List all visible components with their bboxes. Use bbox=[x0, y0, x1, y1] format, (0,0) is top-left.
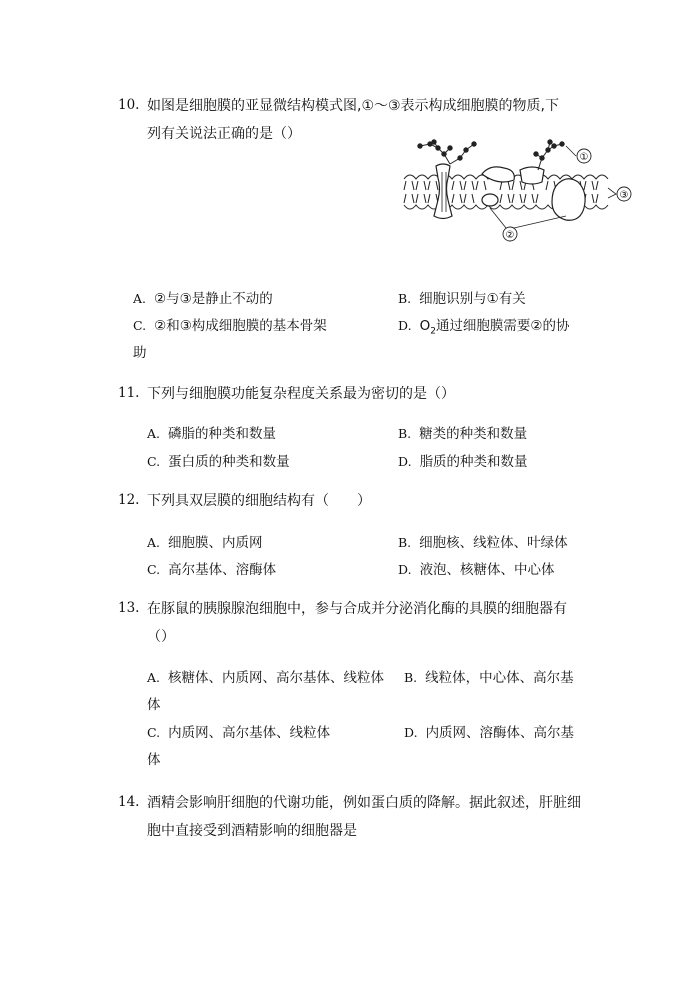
option-letter: B. bbox=[404, 670, 418, 685]
option-text: ②和③构成细胞膜的基本骨架 bbox=[154, 318, 327, 334]
q13-option-c[interactable] bbox=[147, 721, 330, 741]
q13-option-c-continuation: 体 bbox=[147, 752, 161, 768]
label-2: ② bbox=[505, 230, 515, 241]
q14-stem-line1: 酒精会影响肝细胞的代谢功能，例如蛋白质的降解。据此叙述，肝脏细 bbox=[147, 795, 581, 811]
option-letter: A. bbox=[147, 535, 161, 550]
option-text: 内质网、溶酶体、高尔基 bbox=[425, 725, 575, 741]
q11-option-c[interactable] bbox=[147, 450, 290, 470]
option-text: 脂质的种类和数量 bbox=[419, 454, 528, 470]
option-letter: D. bbox=[404, 725, 418, 740]
q13-option-a-continuation: 体 bbox=[147, 697, 161, 713]
q10-option-a[interactable] bbox=[133, 287, 273, 307]
option-text: 高尔基体、溶酶体 bbox=[168, 562, 277, 578]
option-letter: C. bbox=[147, 454, 161, 469]
q12-option-a[interactable] bbox=[147, 531, 263, 551]
q12-option-b[interactable] bbox=[398, 531, 568, 551]
q13-number: 13. bbox=[118, 600, 140, 616]
option-text: 细胞识别与①有关 bbox=[419, 291, 526, 307]
q13-option-b[interactable] bbox=[404, 666, 574, 686]
option-letter: D. bbox=[398, 562, 412, 577]
option-letter: C. bbox=[147, 562, 161, 577]
option-letter: B. bbox=[398, 535, 412, 550]
option-letter: B. bbox=[398, 291, 412, 306]
option-letter: C. bbox=[147, 725, 161, 740]
option-letter: D. bbox=[398, 454, 412, 469]
q12-stem-line1: 下列具双层膜的细胞结构有（ ） bbox=[147, 493, 371, 509]
label-3: ③ bbox=[619, 190, 629, 201]
option-letter: B. bbox=[398, 426, 412, 441]
q13-option-a[interactable] bbox=[147, 666, 384, 686]
option-letter: A. bbox=[147, 670, 161, 685]
q10-stem-line1: 如图是细胞膜的亚显微结构模式图,①～③表示构成细胞膜的物质,下 bbox=[147, 98, 560, 114]
formula-subscript: 2 bbox=[430, 326, 436, 337]
option-text: 糖类的种类和数量 bbox=[419, 426, 528, 442]
q11-number: 11. bbox=[118, 385, 140, 401]
oxygen-formula bbox=[419, 318, 436, 337]
transmembrane-protein-left bbox=[434, 164, 452, 219]
q11-option-a[interactable] bbox=[147, 422, 276, 442]
option-text: 液泡、核糖体、中心体 bbox=[419, 562, 555, 578]
option-text: 细胞核、线粒体、叶绿体 bbox=[419, 535, 568, 551]
surface-protein-right bbox=[520, 167, 544, 184]
option-text: 通过细胞膜需要②的协 bbox=[435, 318, 570, 334]
q10-number: 10. bbox=[118, 97, 140, 113]
q11-stem-line1: 下列与细胞膜功能复杂程度关系最为密切的是（） bbox=[147, 386, 455, 402]
q13-stem-line2: （） bbox=[147, 629, 175, 645]
formula-o: O bbox=[419, 318, 431, 334]
option-letter: D. bbox=[398, 318, 412, 333]
option-text: 蛋白质的种类和数量 bbox=[168, 454, 290, 470]
q13-option-d[interactable] bbox=[404, 721, 574, 741]
q12-option-c[interactable] bbox=[147, 558, 276, 578]
q10-option-b[interactable] bbox=[398, 287, 526, 307]
q10-stem-line2: 列有关说法正确的是（） bbox=[147, 126, 301, 142]
transmembrane-protein-right bbox=[552, 179, 585, 220]
option-letter: A. bbox=[133, 291, 147, 306]
label-1: ① bbox=[579, 152, 589, 163]
option-text: ②与③是静止不动的 bbox=[154, 291, 273, 307]
q10-option-d-continuation: 助 bbox=[133, 345, 147, 361]
q11-option-d[interactable] bbox=[398, 450, 528, 470]
q14-stem-line2: 胞中直接受到酒精影响的细胞器是 bbox=[147, 823, 357, 839]
embedded-protein-small bbox=[482, 194, 498, 206]
option-text: 细胞膜、内质网 bbox=[168, 535, 263, 551]
q10-option-d[interactable] bbox=[398, 314, 570, 337]
q12-number: 12. bbox=[118, 492, 140, 508]
option-letter: A. bbox=[147, 426, 161, 441]
q11-option-b[interactable] bbox=[398, 422, 527, 442]
option-text: 核糖体、内质网、高尔基体、线粒体 bbox=[168, 670, 385, 686]
surface-protein-middle bbox=[482, 167, 514, 182]
q12-option-d[interactable] bbox=[398, 558, 555, 578]
cell-membrane-diagram bbox=[398, 128, 638, 248]
option-text: 线粒体，中心体、高尔基 bbox=[425, 670, 574, 686]
option-text: 内质网、高尔基体、线粒体 bbox=[168, 725, 331, 741]
q14-number: 14. bbox=[118, 794, 140, 810]
q10-option-c[interactable] bbox=[133, 314, 327, 334]
option-text: 磷脂的种类和数量 bbox=[168, 426, 277, 442]
option-letter: C. bbox=[133, 318, 147, 333]
q13-stem-line1: 在豚鼠的胰腺腺泡细胞中，参与合成并分泌消化酶的具膜的细胞器有 bbox=[147, 601, 567, 617]
